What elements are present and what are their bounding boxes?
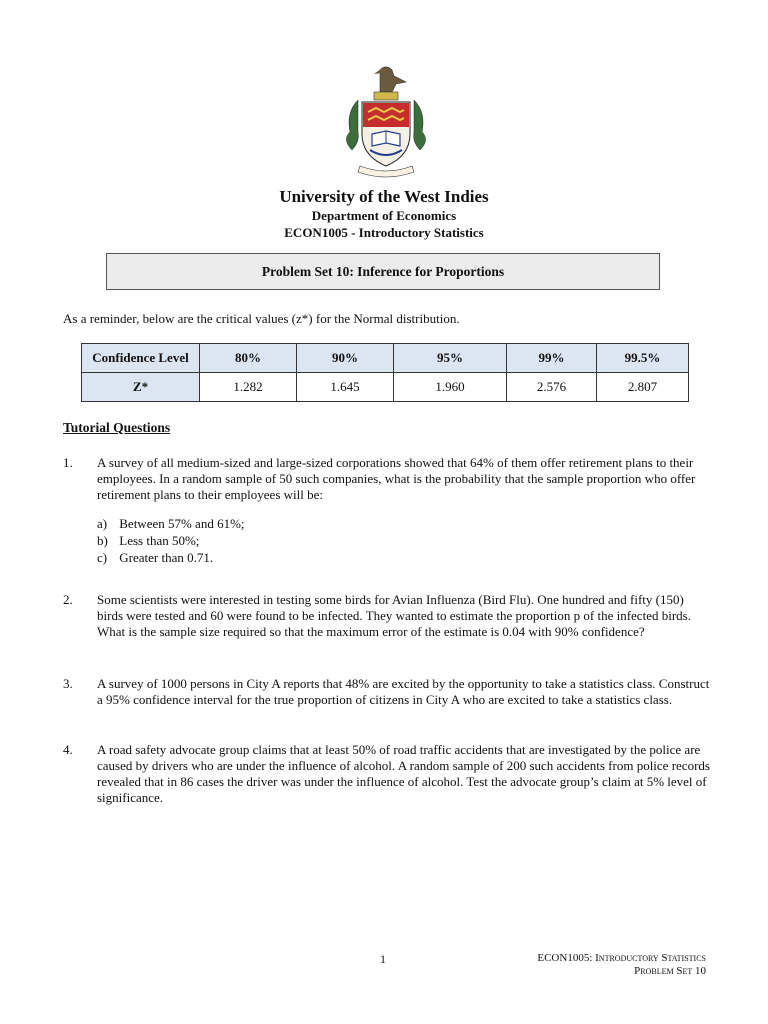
question-2 [63,592,713,640]
footer-set: Problem Set 10 [634,965,706,977]
table-row-header: Confidence Level [82,344,200,373]
sub-text: Between 57% and 61%; [119,516,245,531]
question-number: 1. [63,455,73,470]
question-4 [63,742,713,806]
sub-text: Less than 50%; [119,533,200,548]
department-name: Department of Economics [311,208,457,223]
section-title: Tutorial Questions [63,420,171,435]
university-name: University of the West Indies [279,187,489,206]
sub-label: a) [97,516,108,531]
footer-course: ECON1005: Introductory Statistics [537,952,706,964]
sub-label: c) [97,550,108,565]
table-row [82,373,689,402]
question-number: 4. [63,742,73,757]
course-name: ECON1005 - Introductory Statistics [284,225,484,240]
sub-label: b) [97,533,108,548]
table-row [82,344,689,373]
question-text: A survey of all medium-sized and large-sized corporations showed that 64% of them offer retirement plans to their employees. In a random sample of 50 such companies, what is the probability that the sample proportion who offer retirement plans to their employees will be: [97,455,696,502]
table-cell: 80% [200,344,297,373]
table-cell: 95% [394,344,507,373]
question-number: 3. [63,676,73,691]
question-text: A survey of 1000 persons in City A reports that 48% are excited by the opportunity to take a statistics class. Construct a 95% confidence interval for the true proportion of citizens in City A who are excited to take a statistics class. [97,676,710,707]
table-row-header: Z* [82,373,200,402]
table-cell: 1.282 [200,373,297,402]
question-1 [63,455,713,566]
sub-question-list [97,515,713,566]
running-footer [537,952,706,978]
question-text: A road safety advocate group claims that at least 50% of road traffic accidents that are investigated by the police are caused by drivers who are under the influence of alcohol. A random sample of 200 such accidents from police records revealed that in 86 cases the driver was under the influence of alcohol. Test the advocate group’s claim at 5% level of significance. [97,742,710,805]
table-cell: 90% [297,344,394,373]
question-3 [63,676,713,708]
list-item [97,549,713,566]
table-cell: 1.645 [297,373,394,402]
list-item [97,532,713,549]
page-number: 1 [380,952,386,966]
critical-values-table [81,343,689,402]
intro-text: As a reminder, below are the critical values (z*) for the Normal distribution. [63,311,460,326]
table-cell: 2.807 [597,373,689,402]
problem-set-title: Problem Set 10: Inference for Proportions [106,253,660,290]
table-cell: 1.960 [394,373,507,402]
sub-text: Greater than 0.71. [119,550,214,565]
table-cell: 99.5% [597,344,689,373]
university-crest-logo [336,62,436,182]
list-item [97,515,713,532]
question-text: Some scientists were interested in testing some birds for Avian Influenza (Bird Flu). One hundred and fifty (150) birds were tested and 60 were found to be infected. They wanted to estimate the proportion p of the infected birds. What is the sample size required so that the maximum error of the estimate is 0.04 with 90% confidence? [97,592,691,639]
table-cell: 2.576 [507,373,597,402]
question-number: 2. [63,592,73,607]
table-cell: 99% [507,344,597,373]
